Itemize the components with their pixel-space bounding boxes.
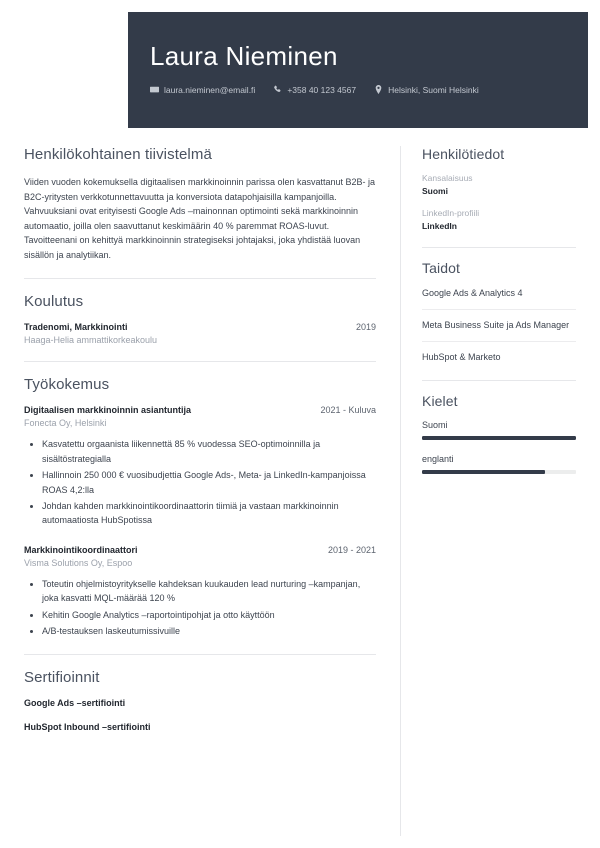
phone-icon [273, 85, 282, 94]
divider [422, 380, 576, 381]
language-level-fill [422, 436, 576, 440]
skills-title: Taidot [422, 260, 460, 276]
section-experience [24, 376, 376, 638]
section-personal-details [422, 146, 576, 231]
experience-bullet: • Kehitin Google Analytics –raportointipohjat ja otto käyttöön [42, 608, 376, 622]
contact-row [150, 85, 588, 95]
personal-detail-label: Kansalaisuus [422, 173, 473, 183]
resume-header [128, 12, 588, 128]
education-title: Koulutus [24, 293, 84, 311]
divider [24, 278, 376, 279]
experience-entry [24, 545, 376, 639]
experience-role: Digitaalisen markkinoinnin asiantuntija [24, 405, 192, 416]
languages-title: Kielet [422, 393, 458, 410]
sidebar-column [422, 146, 576, 474]
language-name: englanti [422, 454, 454, 465]
main-column [24, 146, 376, 732]
linkedin-link[interactable]: LinkedIn [422, 221, 457, 231]
experience-company: Visma Solutions Oy, Espoo [24, 557, 133, 568]
contact-email[interactable] [150, 85, 255, 95]
section-education [24, 293, 376, 345]
contact-phone[interactable] [273, 85, 356, 95]
personal-detail [422, 208, 576, 231]
skill-item: Google Ads & Analytics 4 [422, 287, 576, 310]
experience-bullets [24, 437, 376, 527]
language-item [422, 454, 576, 474]
experience-role: Markkinointikoordinaattori [24, 544, 138, 555]
education-entry [24, 322, 376, 345]
certification-item: Google Ads –sertifiointi [24, 698, 126, 709]
language-item [422, 420, 576, 440]
experience-bullet: • Toteutin ohjelmistoyritykselle kahdeksan kuukauden lead nurturing –kampanjan, joka kasvatti MQL-määrää 120 % [42, 577, 376, 606]
language-level-track [422, 470, 576, 474]
experience-entry-head [24, 405, 376, 415]
spacer [24, 530, 376, 545]
language-name: Suomi [422, 420, 448, 431]
summary-title: Henkilökohtainen tiivistelmä [24, 146, 212, 163]
experience-entry [24, 405, 376, 527]
personal-details-title: Henkilötiedot [422, 146, 505, 162]
candidate-name: Laura Nieminen [150, 41, 338, 71]
contact-location-text: Helsinki, Suomi Helsinki [388, 84, 479, 95]
experience-date: 2019 - 2021 [327, 544, 376, 555]
section-certifications [24, 669, 376, 732]
summary-text: Viiden vuoden kokemuksella digitaalisen markkinoinnin parissa olen kasvattanut B2B- ja B2C-yritysten verkkotunnettavuutta ja konversiota datapohjaisilla kampanjoilla. Vahvuuksiani ovat erityisesti Google Ads –mainonnan optimointi sekä markkinoinnin automaatio, joilla olen saavuttanut keskimäärin 40 % paremmat ROAS-luvut. Tavoitteenani on kehittyä markkinoinnin strategiseksi johtajaksi, joka yhdistää luovan sisällön ja analytiikan. [24, 177, 376, 260]
experience-entry-head [24, 545, 376, 555]
certification-item: HubSpot Inbound –sertifiointi [24, 722, 151, 733]
skill-item: Meta Business Suite ja Ads Manager [422, 319, 576, 342]
section-skills [422, 260, 576, 364]
envelope-icon [150, 85, 159, 94]
skill-item: HubSpot & Marketo [422, 352, 501, 363]
experience-company: Fonecta Oy, Helsinki [24, 418, 107, 429]
contact-location[interactable] [374, 85, 479, 95]
certifications-title: Sertifioinnit [24, 669, 100, 687]
contact-email-text: laura.nieminen@email.fi [164, 84, 256, 95]
personal-detail-label: LinkedIn-profiili [422, 208, 480, 218]
experience-bullet: • Johdan kahden markkinointikoordinaattorin tiimiä ja vastaan markkinoinnin automaatiosta HubSpotissa [42, 499, 376, 528]
education-degree: Tradenomi, Markkinointi [24, 322, 128, 333]
education-school: Haaga-Helia ammattikorkeakoulu [24, 335, 158, 346]
experience-date: 2021 - Kuluva [320, 405, 376, 416]
experience-bullet: • Kasvatettu orgaanista liikennettä 85 % vuodessa SEO-optimoinnilla ja sisältöstrategialla [42, 437, 376, 466]
section-languages [422, 393, 576, 474]
education-date: 2019 [355, 322, 376, 333]
column-divider [400, 146, 401, 836]
education-entry-head [24, 322, 376, 332]
experience-bullet: • A/B-testauksen laskeutumissivuille [42, 624, 376, 638]
experience-title: Työkokemus [24, 376, 110, 394]
language-level-fill [422, 470, 545, 474]
divider [24, 361, 376, 362]
experience-bullet: • Hallinnoin 250 000 € vuosibudjettia Google Ads-, Meta- ja LinkedIn-kampanjoissa ROAS 4,2:lla [42, 468, 376, 497]
language-level-track [422, 436, 576, 440]
divider [422, 247, 576, 248]
location-pin-icon [374, 85, 383, 94]
section-summary [24, 146, 376, 262]
personal-detail-value: Suomi [422, 186, 448, 196]
experience-bullets [24, 577, 376, 639]
personal-detail [422, 173, 576, 196]
contact-phone-text: +358 40 123 4567 [287, 84, 357, 95]
divider [24, 654, 376, 655]
